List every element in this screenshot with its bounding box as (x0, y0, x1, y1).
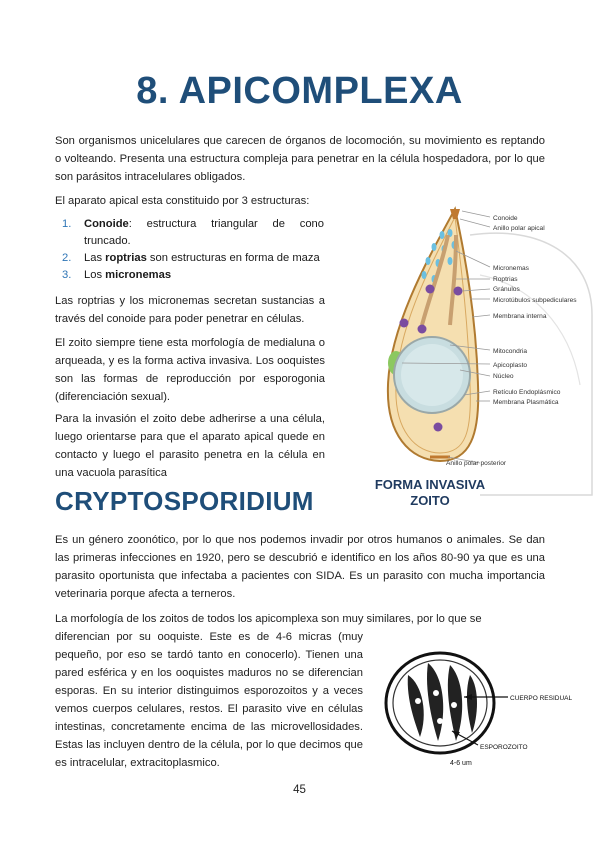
list-item (62, 267, 324, 284)
list-pre: Las (84, 252, 106, 264)
page-number: 45 (293, 784, 306, 796)
label-conoide: Conoide (493, 215, 518, 222)
list-item (62, 216, 324, 250)
label-reticulo: Retículo Endoplásmico (493, 389, 561, 396)
label-anillo-apical: Anillo polar apical (493, 225, 545, 232)
roptrias-paragraph: Las roptrias y los micronemas secretan sustancias a través del conoide para poder penetrar en células. (55, 295, 325, 325)
label-membrana-plasmatica: Membrana Plasmática (493, 399, 559, 406)
apical-intro: El aparato apical esta constituido por 3 estructuras: (55, 195, 310, 207)
apical-list (62, 216, 324, 284)
morfologia-paragraph: diferencian por su ooquiste. Este es de 4-6 micras (muy pequeño, por eso se tardó tanto en conocerlo). Tienen una pared esférica y en los ooquistes maduros no se diferencian esporas. En su interior distinguimos esporozoitos y a veces vemos cuerpos celulares, restos. El parasito vive en células intestinas, concretamente encima de las microvellosidades. Estas las incluyen dentro de la célula, por lo que decimos que es intracelular, extracitoplasmico. (55, 631, 363, 769)
page-title: 8. APICOMPLEXA (136, 70, 463, 112)
label-cuerpo-residual: CUERPO RESIDUAL (510, 695, 573, 702)
label-esporozoito: ESPOROZOITO (480, 744, 528, 751)
label-size: 4-6 um (450, 760, 472, 767)
nucleo-interior (401, 344, 463, 406)
list-term: micronemas (105, 269, 172, 281)
zoito-paragraph: El zoito siempre tiene esta morfología de medialuna o arqueada, y es la forma activa invasiva. Los ooquistes son las formas de reproducción por esporogonia (diferenciación sexual). (55, 337, 325, 403)
list-item (62, 250, 324, 267)
list-term: roptrias (105, 252, 147, 264)
label-roptrias: Roptrias (493, 276, 518, 283)
label-nucleo: Núcleo (493, 373, 514, 380)
label-anillo-posterior: Anillo polar posterior (446, 460, 507, 467)
morfologia-first-line: La morfología de los zoitos de todos los apicomplexa son muy similares, por lo que se (55, 613, 482, 625)
figure-caption-line1: FORMA INVASIVA (374, 477, 486, 492)
label-granulos: Gránulos (493, 286, 520, 293)
invasion-paragraph: Para la invasión el zoito debe adherirse a una célula, luego orientarse para que el aparato apical quede en contacto y luego el parasito penetra en la célula en una vacuola parasítica (55, 413, 325, 479)
list-number: 3. (62, 269, 72, 281)
crypto-paragraph: Es un género zoonótico, por lo que nos podemos invadir por otros humanos o animales. Se dan las primeras infecciones en 1920, pero se descubrió e identifico en los años 80-90 ya que es una parasito oportunista que infectaba a pacientes con SIDA. Es un parasito con mucha importancia veterinaria porque afecta a terneros. (55, 534, 545, 600)
list-number: 2. (62, 252, 72, 264)
list-term: Conoide (84, 218, 129, 230)
list-number: 1. (62, 218, 72, 230)
ooquiste-diagram (378, 645, 573, 770)
intro-paragraph: Son organismos unicelulares que carecen de órganos de locomoción, su movimiento es reptando o volteando. Presenta una estructura compleja para penetrar en la célula hospedadora, por lo que son parásitos intracelulares obligados. (55, 135, 545, 183)
label-membrana-interna: Membrana interna (493, 313, 547, 320)
figure-caption-line2: ZOITO (410, 493, 450, 508)
zoito-diagram (330, 195, 595, 515)
list-text: : estructura triangular de cono truncado. (84, 218, 324, 247)
label-microtubulos: Microtúbulos subpediculares (493, 297, 577, 304)
list-pre: Los (84, 269, 106, 281)
label-apicoplasto: Apicoplasto (493, 362, 528, 369)
list-text: son estructuras en forma de maza (146, 252, 320, 264)
section-heading: CRYPTOSPORIDIUM (55, 486, 314, 516)
label-mitocondria: Mitocondria (493, 348, 528, 355)
label-micronemas: Micronemas (493, 265, 529, 272)
